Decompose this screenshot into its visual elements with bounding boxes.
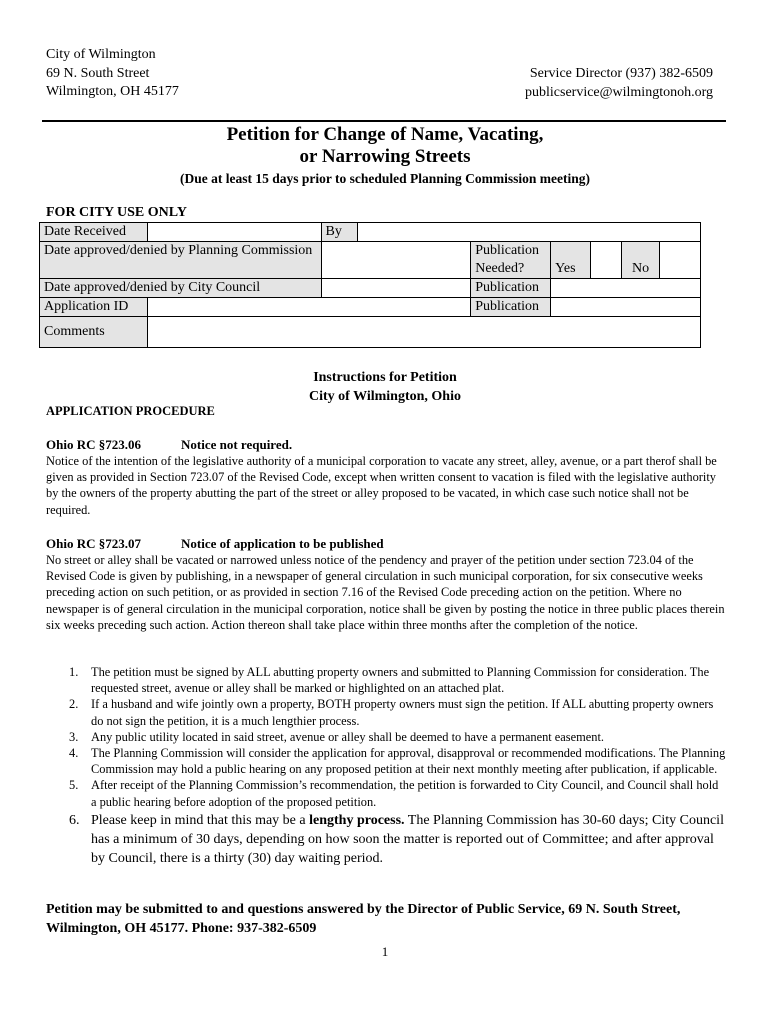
procedure-heading: APPLICATION PROCEDURE xyxy=(46,404,215,418)
list-item xyxy=(46,777,726,809)
no-label: No xyxy=(622,242,660,279)
publication-label-1: Publication xyxy=(471,279,551,298)
by-field[interactable] xyxy=(357,223,701,242)
list-text: The Planning Commission has 30-60 days; City Council has a minimum of 30 days, depending on how soon the matter is reported out of Committee; and after approval by Council, there is a thirty (30) day waiting period. xyxy=(91,812,724,866)
list-text: Any public utility located in said street, avenue or alley shall be deemed to have a permanent easement. xyxy=(91,729,604,744)
list-text-bold: lengthy process. xyxy=(309,812,405,828)
yes-label: Yes xyxy=(551,242,591,279)
list-number: 2. xyxy=(69,697,79,712)
page-subtitle: (Due at least 15 days prior to scheduled Planning Commission meeting) xyxy=(179,171,590,186)
date-received-field[interactable] xyxy=(147,223,321,242)
section-heading-72306 xyxy=(46,437,293,453)
director-phone: Service Director (937) 382-6509 xyxy=(529,66,713,81)
header-rule xyxy=(42,120,726,122)
list-item xyxy=(46,745,726,777)
city-use-heading: FOR CITY USE ONLY xyxy=(46,205,187,220)
org-name: City of Wilmington xyxy=(46,47,156,62)
list-item xyxy=(46,811,726,868)
section-text-72306: Notice of the intention of the legislative authority of a municipal corporation to vacate any street, alley, avenue, or a part therof shall be given as provided in Section 723.07 of the Revised Code, except when written consent to vacation is filed with the legislative authority by the owners of the property abutting the part of the street or alley proposed to be vacated, in which case such notice shall not be required. xyxy=(46,454,717,517)
by-label: By xyxy=(321,223,357,242)
list-item xyxy=(46,696,726,728)
date-council-field[interactable] xyxy=(321,279,471,298)
date-planning-label: Date approved/denied by Planning Commission xyxy=(40,242,322,279)
list-text: After receipt of the Planning Commission’s recommendation, the petition is forwarded to City Council, and Council shall hold a public hearing before adoption of the proposed petition. xyxy=(91,778,719,809)
publication-needed-label: Publication Needed? xyxy=(471,242,551,279)
publication-field-1[interactable] xyxy=(551,279,701,298)
procedure-list xyxy=(46,664,726,868)
list-item xyxy=(46,664,726,696)
list-number: 3. xyxy=(69,729,79,744)
publication-label-2: Publication xyxy=(471,298,551,317)
instructions-heading xyxy=(0,368,770,406)
page-number: 1 xyxy=(381,944,389,959)
comments-label: Comments xyxy=(40,317,148,348)
yes-checkbox[interactable] xyxy=(591,242,622,279)
comments-field[interactable] xyxy=(147,317,700,348)
section-heading-72307 xyxy=(46,536,384,552)
list-text: Please keep in mind that this may be a xyxy=(91,812,310,828)
application-id-label: Application ID xyxy=(40,298,148,317)
list-number: 6. xyxy=(69,812,80,828)
header-address xyxy=(46,46,179,102)
section-code: Ohio RC §723.07 xyxy=(46,536,141,551)
city-use-form xyxy=(39,222,701,348)
list-text: The Planning Commission will consider the application for approval, disapproval or recommended modifications. The Planning Commission may hold a public hearing on any proposed petition at their next monthly meeting after publication, if applicable. xyxy=(91,746,726,777)
list-text: The petition must be signed by ALL abutting property owners and submitted to Planning Commission for consideration. The requested street, avenue or alley shall be marked or highlighted on an attached plat. xyxy=(91,665,710,696)
date-council-label: Date approved/denied by City Council xyxy=(40,279,322,298)
street-address: 69 N. South Street xyxy=(46,65,150,81)
instructions-line-1: Instructions for Petition xyxy=(313,370,457,385)
section-text-72307: No street or alley shall be vacated or narrowed unless notice of the pendency and prayer of the petition under section 723.04 of the Revised Code is given by publishing, in a newspaper of general circulation in such municipal corporation, for six consecutive weeks preceding action on such petition, or as provided in section 7.16 of the Revised Code preceding action on the petition. Where no newspaper is of general circulation in the municipal corporation, notice shall be given by posting the notice in three public places therein six weeks preceding such action. Action thereon shall take place within three months after the completion of the notice. xyxy=(46,553,725,632)
header-contact xyxy=(525,65,713,102)
date-planning-field[interactable] xyxy=(321,242,471,279)
section-code: Ohio RC §723.06 xyxy=(46,437,141,452)
list-text: If a husband and wife jointly own a property, BOTH property owners must sign the petition. If ALL abutting property owners do not sign the petition, it is a much lengthier process. xyxy=(91,697,714,728)
no-checkbox[interactable] xyxy=(660,242,701,279)
page-title xyxy=(0,124,770,168)
list-number: 1. xyxy=(69,665,79,679)
section-title: Notice of application to be published xyxy=(181,536,384,551)
list-number: 4. xyxy=(69,746,79,761)
city-address: Wilmington, OH 45177 xyxy=(46,84,179,99)
publication-field-2[interactable] xyxy=(551,298,701,317)
section-title: Notice not required. xyxy=(181,437,293,452)
title-line-2: or Narrowing Streets xyxy=(299,146,471,167)
contact-email: publicservice@wilmingtonoh.org xyxy=(525,84,713,100)
footer-contact: Petition may be submitted to and questions answered by the Director of Public Service, 69 N. South Street, Wilmington, OH 45177. Phone: 937-382-6509 xyxy=(46,902,681,936)
list-number: 5. xyxy=(69,778,79,793)
list-item xyxy=(46,729,726,745)
application-id-field[interactable] xyxy=(147,298,470,317)
date-received-label: Date Received xyxy=(40,223,148,242)
title-line-1: Petition for Change of Name, Vacating, xyxy=(226,124,544,145)
instructions-line-2: City of Wilmington, Ohio xyxy=(309,389,461,404)
